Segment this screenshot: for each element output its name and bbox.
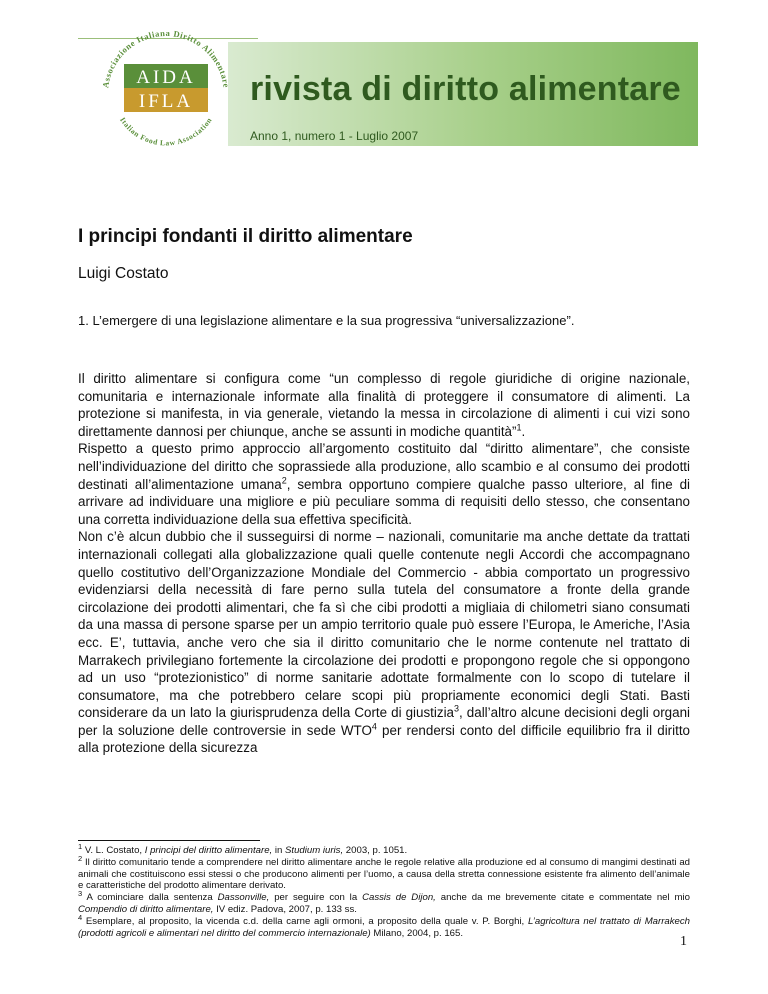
section-heading: 1. L’emergere di una legislazione alimentare e la sua progressiva “universalizzazione”. xyxy=(78,313,575,328)
paragraph-2: Rispetto a questo primo approccio all’argomento costituito dal “diritto alimentare”, che consiste nell’individuazione del diritto che soprassiede alla produzione, allo scambio e al consumo dei prodotti destinati all’alimentazione umana$^2$, sembra opportuno compiere qualche passo ulteriore, al fine di arrivare ad individuare una migliore e più peculiare somma di requisiti dello stesso, che consentano una corretta individuazione della sua effettiva specificità. xyxy=(78,441,690,527)
logo-ifla: IFLA xyxy=(138,91,194,112)
paragraph-1: Il diritto alimentare si configura come “un complesso di regole giuridiche di origine nazionale, comunitaria e internazionale informate alla finalità di proteggere il consumatore di alimenti. La protezione si manifesta, in via generale, vietando la messa in circolazione di alimenti i cui vizi sono direttamente dannosi per chiunque, anche se assunti in modiche quantità”$^1$. xyxy=(78,371,690,439)
article-title: I principi fondanti il diritto alimentare xyxy=(78,226,413,247)
logo-aida: AIDA xyxy=(136,67,196,88)
journal-title: rivista di diritto alimentare xyxy=(250,70,681,108)
paragraph-3: Non c’è alcun dubbio che il susseguirsi di norme – nazionali, comunitarie ma anche dettate da trattati internazionali collegati alla globalizzazione quali quelle contenute negli Accordi che accompagnano quello costitutivo dell’Organizzazione Mondiale del Commercio - abbia comportato un progressivo evidenziarsi della necessità di fare perno sulla tutela del consumatore a fronte della grande circolazione dei prodotti alimentari, che fa sì che cibi prodotti a migliaia di chilometri siano consumati da una massa di persone sparse per un ampio territorio quale può essere l’Europa, le Americhe, l’Asia ecc. E’, tuttavia, anche vero che sia il diritto comunitario che le norme contenute nel trattato di Marrakech privilegiano fortemente la circolazione dei prodotti e propongono regole che si oppongono ad un uso “protezionistico” di norme sanitarie adottate formalmente con lo scopo di tutelare il consumatore, ma che potrebbero celare scopi più propriamente economici degli Stati. Basti considerare da un lato la giurisprudenza della Corte di giustizia$^3$, dall’altro alcune decisioni degli organi per la soluzione delle controversie in sede WTO$^4$ per rendersi conto del difficile equilibrio fra il diritto alla protezione della sicurezza xyxy=(78,529,690,756)
logo-arc-bottom: Italian Food Law Association xyxy=(118,115,214,148)
logo-arc-top: Associazione Italiana Diritto Alimentare xyxy=(100,27,232,89)
article-body xyxy=(78,370,690,757)
aida-ifla-logo xyxy=(86,22,246,152)
issue-info: Anno 1, numero 1 - Luglio 2007 xyxy=(250,129,419,143)
footnote-ref-2[interactable]: 2 xyxy=(281,475,287,486)
footnote-separator xyxy=(78,840,260,841)
svg-text:Italian Food Law Association xyxy=(118,115,214,147)
footnote-4: $^4$ Esemplare, al proposito, la vicenda c.d. della carne agli ormoni, a proposito della quale v. P. Borghi, L’agricoltura nel trattato di Marrakech (prodotti agricoli e alimentari nel diritto del commercio internazionale) Milano, 2004, p. 165. xyxy=(78,912,691,939)
footnote-ref-3[interactable]: 3 xyxy=(454,703,460,714)
footnote-2: $^2$ Il diritto comunitario tende a comprendere nel diritto alimentare anche le regole relative alla produzione ed al consumo di mangimi destinati ad animali che costituiscono essi stessi o che producono alimenti per l’uomo, a causa della stretta connessione esistente fra alimento dell’animale e caratteristiche del prodotto alimentare derivato. xyxy=(78,853,690,892)
footnote-1: $^1$ V. L. Costato, I principi del diritto alimentare, in Studium iuris, 2003, p. 1051. xyxy=(78,841,408,856)
footnote-3: $^3$ A cominciare dalla sentenza Dassonville, per seguire con la Cassis de Dijon, anche da me brevemente citate e commentate nel mio Compendio di diritto alimentare, IV ediz. Padova, 2007, p. 133 ss. xyxy=(78,889,691,915)
page-number: 1 xyxy=(680,934,687,949)
footnote-ref-4[interactable]: 4 xyxy=(371,721,377,732)
footnote-ref-1[interactable]: 1 xyxy=(516,422,522,433)
footnotes xyxy=(78,841,691,939)
article-author: Luigi Costato xyxy=(78,265,169,282)
